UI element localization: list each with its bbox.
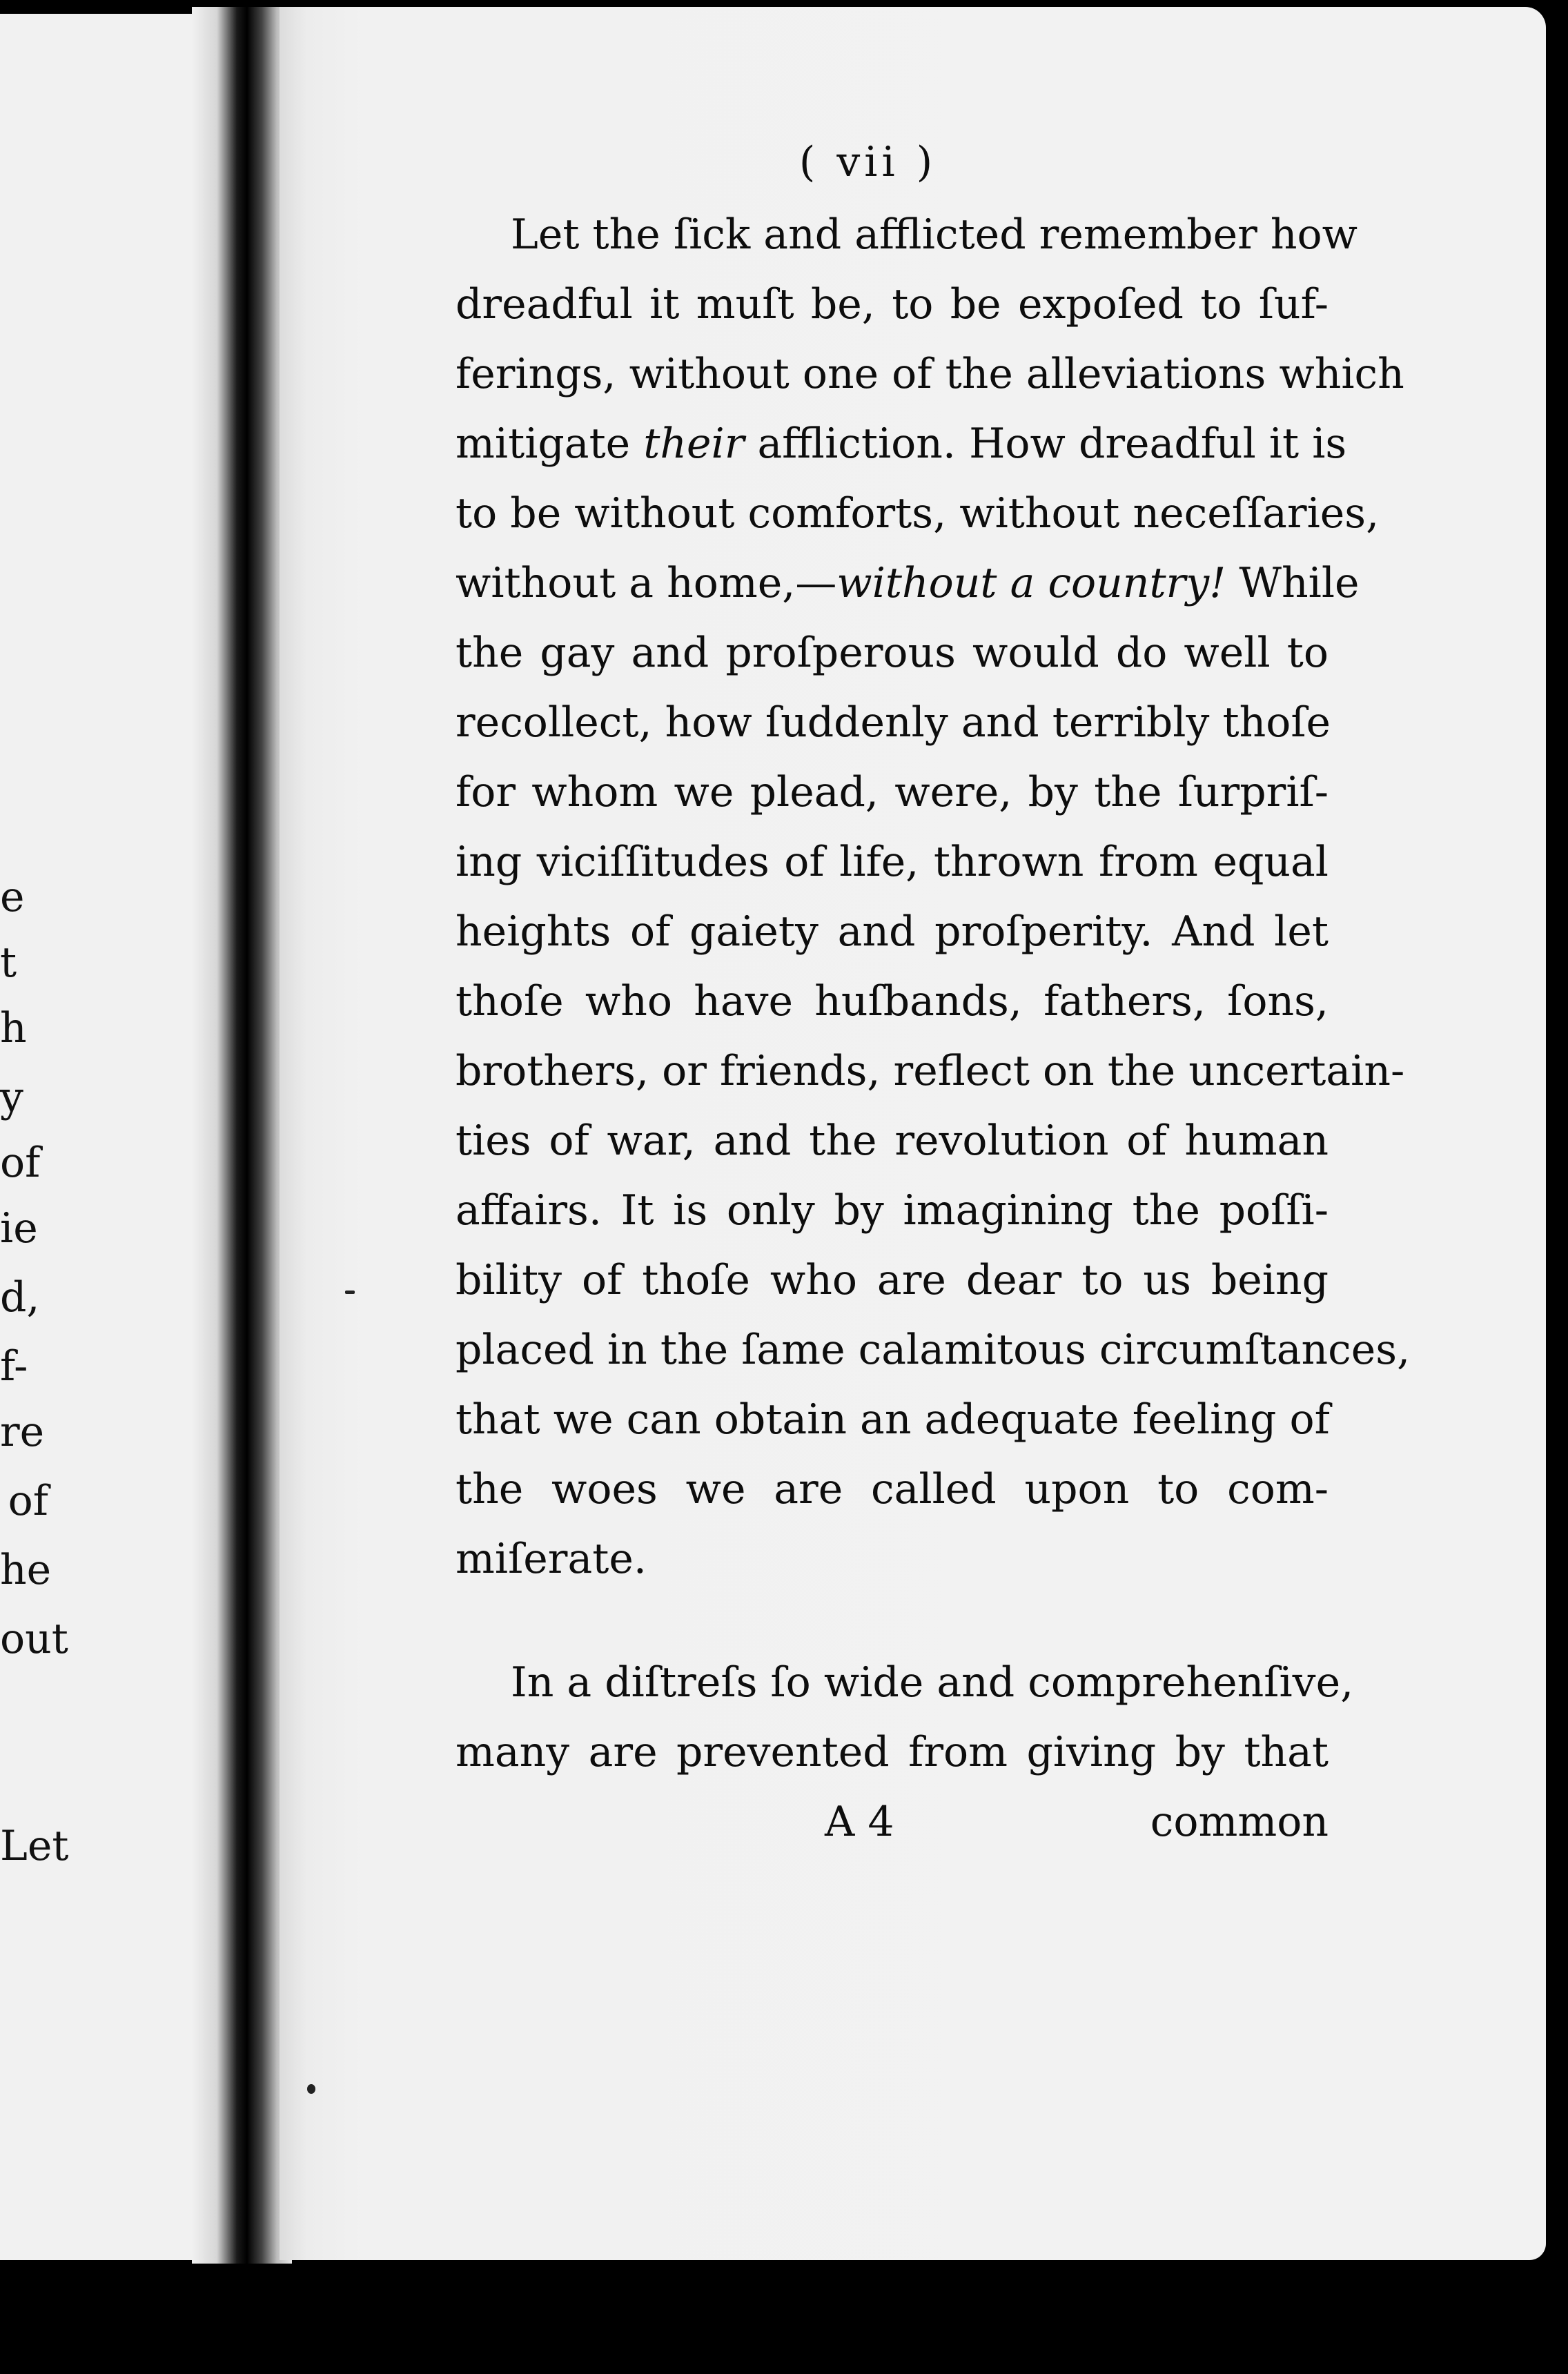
text-run: mitigate [455,420,644,468]
italic-emphasis: their [643,420,745,468]
fragment-text: he [0,1546,52,1594]
fragment-text: e [0,873,25,921]
text-line: for whom we plead, were, by the ſurpriſ- [455,768,1329,816]
text-line: ferings, without one of the alleviations which [455,350,1404,398]
page-footer [455,1787,1329,1857]
text-run: affliction. How dreadful it is [744,420,1347,468]
text-line [455,549,1360,618]
text-line: In a diſtreſs ſo wide and comprehenſive, [511,1658,1354,1707]
text-line: heights of gaiety and proſperity. And let [455,908,1329,956]
fragment-text: y [0,1073,23,1121]
fragment-text: ie [0,1204,38,1253]
text-line: miſerate. [455,1535,647,1583]
signature-mark: A 4 [825,1798,894,1846]
ink-speck [307,2084,315,2094]
text-line: recollect, how ſuddenly and terribly thoſe [455,698,1331,747]
text-line: brothers, or friends, reflect on the uncertain- [455,1047,1405,1095]
fragment-text: d, [0,1273,40,1322]
fragment-text: out [0,1615,68,1663]
fragment-text: of [0,1139,41,1187]
text-line: placed in the ſame calamitous circumſtances, [455,1326,1411,1374]
text-line: ties of war, and the revolution of human [455,1117,1329,1165]
text-line: to be without comforts, without neceſſaries, [455,489,1380,538]
fragment-text: f- [0,1342,28,1391]
text-line: the woes we are called upon to com- [455,1465,1329,1513]
fragment-text: t [0,939,17,987]
book-gutter [192,7,292,2264]
text-line: ing viciſſitudes of life, thrown from equal [455,838,1329,886]
text-run: without a home,— [455,559,837,607]
ink-speck [345,1291,355,1294]
text-line: Let the ſick and afflicted remember how [511,210,1358,259]
text-run: While [1226,559,1360,607]
text-line: bility of thoſe who are dear to us being [455,1256,1329,1304]
text-line: dreadful it muſt be, to be expoſed to ſuf- [455,280,1329,328]
text-line: that we can obtain an adequate feeling of [455,1395,1330,1444]
fragment-text: of [8,1477,48,1525]
text-line [455,409,1347,479]
catchword: common [1150,1798,1329,1846]
page-number: ( vii ) [798,138,937,186]
text-line: affairs. It is only by imagining the poſſi- [455,1186,1329,1235]
page-text [455,138,1411,1857]
text-line: the gay and proſperous would do well to [455,629,1329,677]
text-line: thoſe who have huſbands, fathers, ſons, [455,977,1329,1026]
paragraph [455,1648,1354,1787]
fragment-text: Let [0,1822,69,1870]
italic-emphasis: without a country! [836,559,1226,607]
fragment-text: h [0,1004,27,1052]
paragraph [455,200,1411,1594]
text-line: many are prevented from giving by that [455,1728,1329,1776]
fragment-text: re [0,1408,45,1456]
